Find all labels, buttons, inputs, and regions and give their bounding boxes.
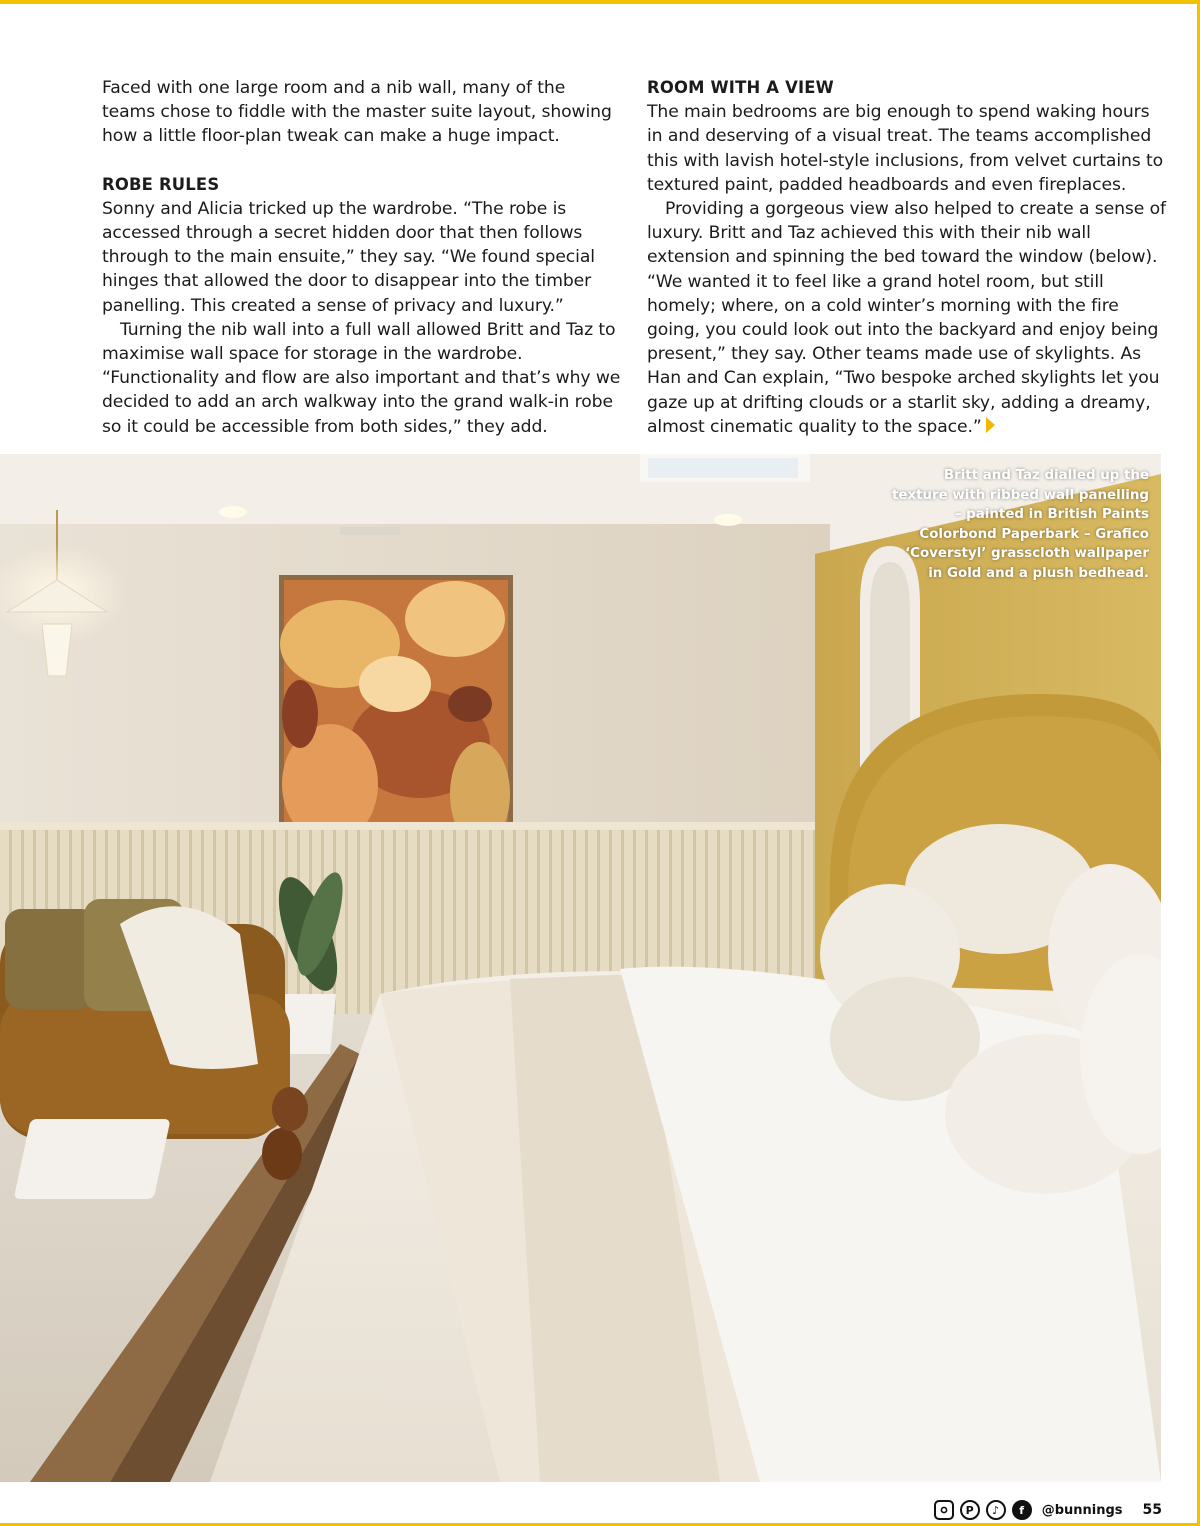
view-paragraph-1: The main bedrooms are big enough to spend waking hours in and deserving of a visual treat. The teams accomplished this with lavish hotel-style inclusions, from velvet curtains to textured paint, padded headboards and even fireplaces. [647,102,1164,195]
tiktok-icon: ♪ [986,1500,1006,1520]
bedroom-illustration [0,454,1161,1482]
footer [934,1500,1162,1520]
intro-paragraph: Faced with one large room and a nib wall, many of the teams chose to fiddle with the master suite layout, showing how a little floor-plan tweak can make a huge impact. [102,78,612,147]
pinterest-icon: P [960,1500,980,1520]
right-column [647,76,1169,439]
continue-arrow-icon [986,417,995,433]
facebook-icon: f [1012,1500,1032,1520]
view-paragraph-2-text: Providing a gorgeous view also helped to create a sense of luxury. Britt and Taz achieved this with their nib wall extension and spinning the bed toward the window (below). “We wanted it to feel like a grand hotel room, but still homely; where, on a cold winter’s morning with the fire going, you could look out into the backyard and enjoy being present,” they say. Other teams made use of skylights. As Han and Can explain, “Two bespoke arched skylights let you gaze up at drifting clouds or a starlit sky, adding a dreamy, almost cinematic quality to the space.” [647,199,1166,437]
robe-paragraph-1: Sonny and Alicia tricked up the wardrobe. “The robe is accessed through a secret hidden door that then follows through to the main ensuite,” they say. “We found special hinges that allowed the door to disappear into the timber panelling. This created a sense of privacy and luxury.” [102,198,595,316]
photo-caption: Britt and Taz dialled up the texture with ribbed wall panelling – painted in British Paints Colorbond Paperbark – Grafico ‘Coverstyl’ grasscloth wallpaper in Gold and a plush bedhead. [891,468,1149,581]
instagram-icon [934,1500,954,1520]
bedroom-photo [0,454,1161,1482]
robe-paragraph-2: Turning the nib wall into a full wall allowed Britt and Taz to maximise wall space for storage in the wardrobe. “Functionality and flow are also important and that’s why we decided to add an arch walkway into the grand walk-in robe so it could be accessible from both sides,” they add. [102,319,621,437]
view-paragraph-2 [647,197,1169,439]
heading-room-with-a-view: ROOM WITH A VIEW [647,78,834,97]
left-column [102,76,622,439]
social-handle: @bunnings [1041,1502,1123,1518]
page-number: 55 [1142,1502,1162,1518]
heading-robe-rules: ROBE RULES [102,174,220,194]
